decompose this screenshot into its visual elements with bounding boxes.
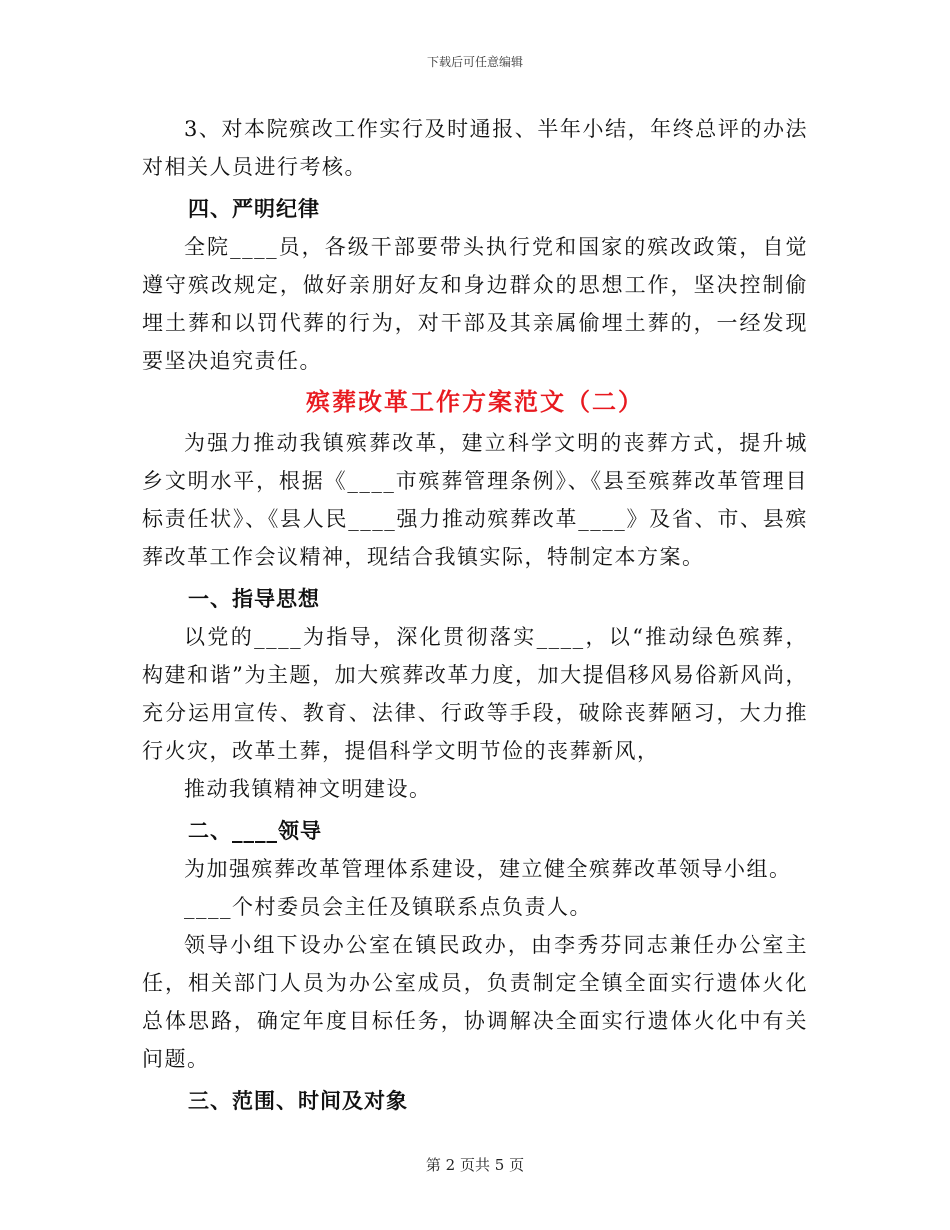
page-number: 第 2 页共 5 页 bbox=[425, 1156, 525, 1174]
paragraph-intro: 为强力推动我镇殡葬改革，建立科学文明的丧葬方式，提升城乡文明水平，根据《____市殡葬管理条例》、《县至殡葬改革管理目标责任状》、《县人民____强力推动殡葬改革____》及省、市、县殡葬改革工作会议精神，现结合我镇实际，特制定本方案。 bbox=[142, 431, 808, 569]
heading-discipline: 四、严明纪律 bbox=[188, 196, 320, 221]
section-title: 殡葬改革工作方案范文（二） bbox=[306, 387, 644, 416]
document-body bbox=[142, 110, 808, 1120]
paragraph-assessment: 3、对本院殡改工作实行及时通报、半年小结，年终总评的办法对相关人员进行考核。 bbox=[142, 117, 808, 179]
paragraph-leadership-group: 为加强殡葬改革管理体系建设，建立健全殡葬改革领导小组。 bbox=[184, 857, 792, 881]
paragraph-discipline: 全院____员，各级干部要带头执行党和国家的殡改政策，自觉遵守殡改规定，做好亲朋好友和身边群众的思想工作，坚决控制偷埋土葬和以罚代葬的行为，对干部及其亲属偷埋土葬的，一经发现要坚决追究责任。 bbox=[142, 235, 808, 373]
page-header: 下载后可任意编辑 bbox=[426, 55, 523, 69]
paragraph-guiding-thought: 以党的____为指导，深化贯彻落实____，以“推动绿色殡葬，构建和谐”为主题，加大殡葬改革力度，加大提倡移风易俗新风尚，充分运用宣传、教育、法律、行政等手段，破除丧葬陋习，大力推行火灾，改革土葬，提倡科学文明节俭的丧葬新风， bbox=[142, 625, 808, 763]
paragraph-civilization: 推动我镇精神文明建设。 bbox=[184, 777, 432, 801]
paragraph-office: 领导小组下设办公室在镇民政办，由李秀芬同志兼任办公室主任，相关部门人员为办公室成员，负责制定全镇全面实行遗体火化总体思路，确定年度目标任务，协调解决全面实行遗体火化中有关问题。 bbox=[142, 933, 808, 1071]
heading-leadership: 二、____领导 bbox=[188, 818, 322, 843]
heading-scope: 三、范围、时间及对象 bbox=[188, 1088, 408, 1113]
paragraph-village-directors: ____个村委员会主任及镇联系点负责人。 bbox=[184, 895, 592, 919]
heading-guiding-thought: 一、指导思想 bbox=[188, 586, 320, 611]
